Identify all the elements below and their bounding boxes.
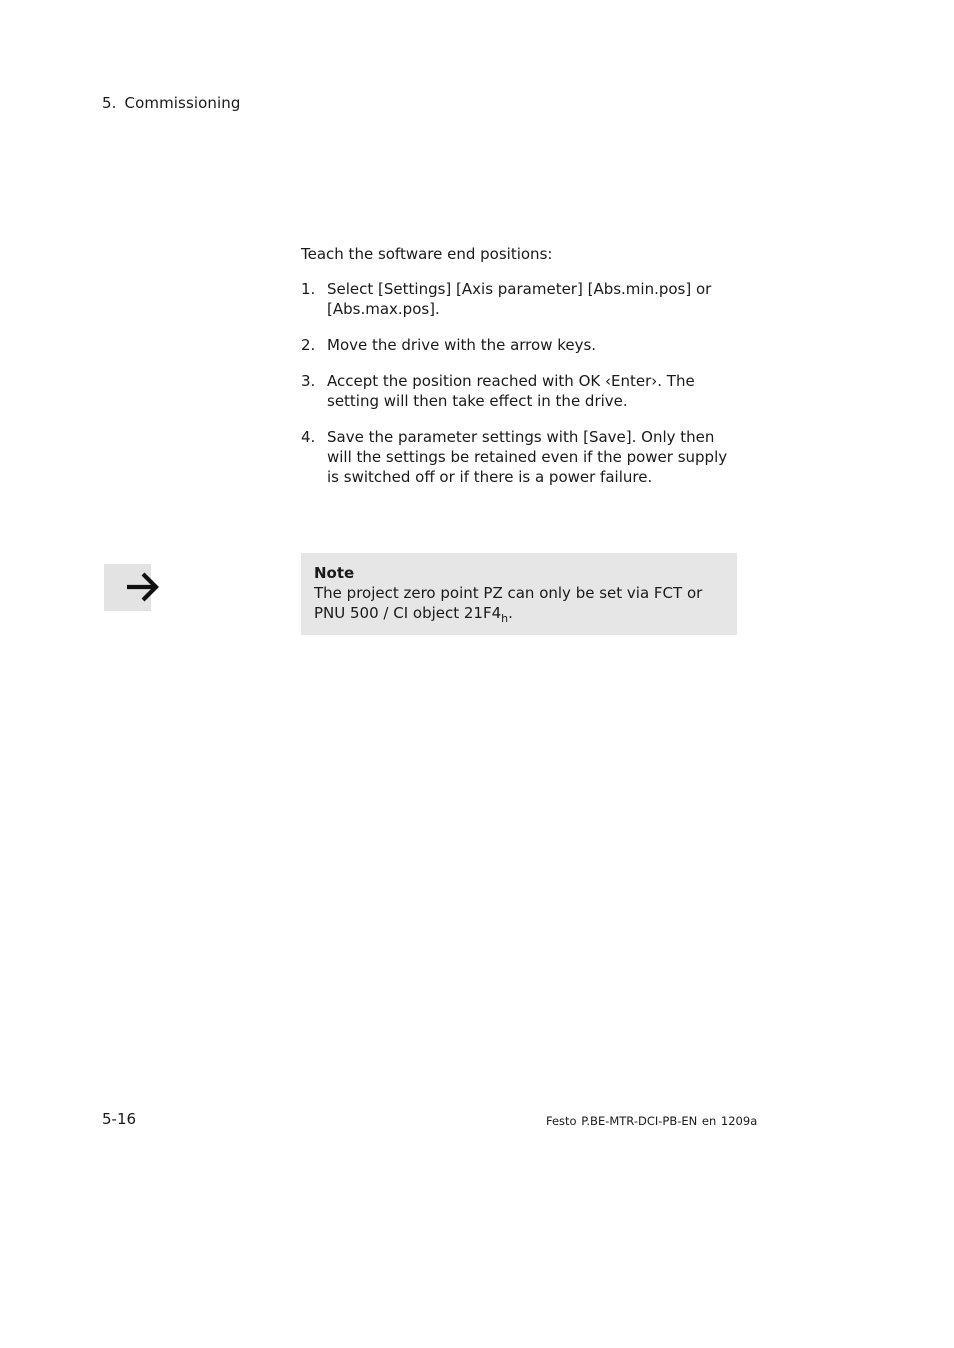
list-item [301, 371, 741, 411]
step-number: 4. [301, 428, 316, 446]
step-number: 2. [301, 336, 316, 354]
intro-text: Teach the software end positions: [301, 245, 553, 263]
step-text: Save the parameter settings with [Save]. Only then will the settings be retained even if the power supply is switched off or if there is a power failure. [327, 428, 728, 486]
arrow-right-icon [126, 570, 160, 604]
step-text: Select [Settings] [Axis parameter] [Abs.min.pos] or [Abs.max.pos]. [327, 280, 712, 318]
note-box [301, 553, 737, 635]
step-text: Accept the position reached with OK ‹Enter›. The setting will then take effect in the drive. [327, 372, 695, 410]
chapter-title: Commissioning [124, 94, 241, 112]
document-id: Festo P.BE-MTR-DCI-PB-EN en 1209a [546, 1114, 758, 1128]
note-marker [104, 564, 151, 611]
page-number: 5-16 [102, 1110, 137, 1128]
chapter-header [102, 94, 241, 112]
step-number: 1. [301, 280, 316, 298]
note-title: Note [314, 564, 355, 582]
steps-list [301, 279, 741, 487]
note-line-2 [314, 603, 725, 629]
note-line-2-main: PNU 500 / CI object 21F4 [314, 604, 502, 622]
main-content [301, 244, 741, 503]
step-number: 3. [301, 372, 316, 390]
list-item [301, 335, 741, 355]
chapter-number: 5. [102, 94, 117, 112]
list-item [301, 427, 741, 487]
step-text: Move the drive with the arrow keys. [327, 336, 597, 354]
list-item [301, 279, 741, 319]
note-line-2-subscript: h [501, 612, 509, 625]
note-line-2-end: . [508, 604, 513, 622]
note-line-1: The project zero point PZ can only be set via FCT or [314, 584, 703, 602]
